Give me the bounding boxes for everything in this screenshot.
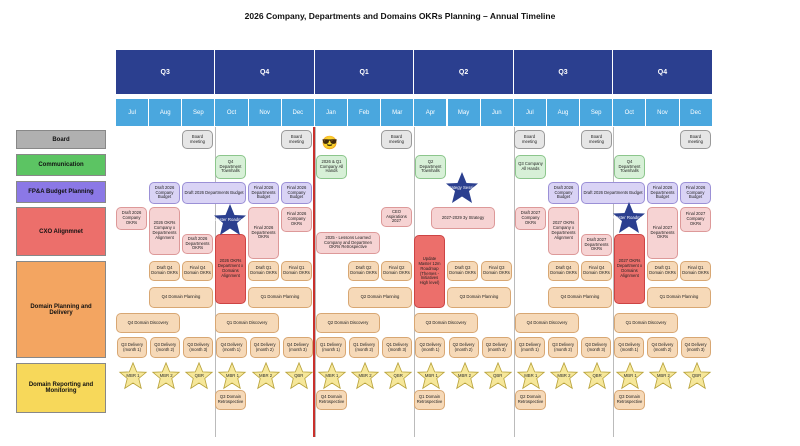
cxo-box: Draft 2026 Departments OKRs (182, 234, 213, 254)
review-star-label: QBR (194, 372, 204, 378)
delivery-box: Q3 Delivery (month 1) (117, 337, 147, 358)
review-star-label: QBR (592, 372, 602, 378)
domain-discovery-box: Q1 Domain Discovery (215, 313, 279, 333)
board-meeting: Board meeting (182, 130, 213, 149)
month-header: Aug (149, 99, 182, 126)
review-star-label: MBR 1 (325, 372, 339, 378)
review-star-icon (615, 362, 645, 390)
fpa-box: Final 2026 Company Budget (281, 182, 312, 204)
delivery-box: Q4 Delivery (month 3) (681, 337, 711, 358)
review-star-label: MBR 1 (524, 372, 538, 378)
domain-discovery-box: Q3 Domain Discovery (414, 313, 478, 333)
comm-townhall: Q2 Department Townhalls (415, 155, 446, 179)
planning-roadmap-box: Update Master 12m Roadmap (Themes - Initiatives High level) (414, 235, 445, 308)
domain-planning-box: Q4 Domain Planning (149, 287, 213, 308)
board-meeting: Board meeting (381, 130, 412, 149)
quarter-header: Q4 (215, 50, 314, 94)
review-star-icon (184, 362, 214, 390)
domain-planning-box: Q1 Domain Planning (647, 287, 711, 308)
review-star-label: MBR 1 (225, 372, 239, 378)
domain-planning-box: Q1 Domain Planning (248, 287, 312, 308)
month-header: Jul (116, 99, 149, 126)
month-header: Mar (381, 99, 414, 126)
retrospective-box: Q3 Domain Retrospective (215, 390, 246, 410)
lane-cxo: CXO Alignmnet (16, 207, 106, 256)
lane-fpa: FP&A Budget Planning (16, 181, 106, 203)
delivery-box: Q2 Delivery (month 1) (415, 337, 445, 358)
review-star-label: MBR 2 (358, 372, 372, 378)
cxo-box: 2027-2029 3y Strategy (431, 207, 495, 229)
review-star-label: MBR 1 (623, 372, 637, 378)
planning-box: Draft Q1 Domain OKRs (647, 261, 678, 281)
domain-discovery-box: Q1 Domain Discovery (614, 313, 678, 333)
cxo-box: Final 2026 Departments OKRs (248, 207, 279, 259)
planning-box: Final Q2 Domain OKRs (381, 261, 412, 281)
retrospective-box: Q4 Domain Retrospective (316, 390, 347, 410)
fpa-box: Draft 2026 Company Budget (548, 182, 579, 204)
cxo-box: 2026 OKRs Department x Domains Alignment (215, 234, 246, 304)
review-star-label: MBR 2 (656, 372, 670, 378)
lane-board: Board (16, 130, 106, 149)
delivery-box: Q4 Delivery (month 1) (614, 337, 644, 358)
planning-box: Draft Q1 Domain OKRs (248, 261, 279, 281)
master-roadmap-star-icon (212, 203, 248, 237)
review-star-icon (416, 362, 446, 390)
lane-domain-planning: Domain Planning and Delivery (16, 261, 106, 358)
lane-domain-reporting: Domain Reporting and Monitoring (16, 363, 106, 413)
delivery-box: Q2 Delivery (month 2) (449, 337, 479, 358)
domain-discovery-box: Q2 Domain Discovery (316, 313, 380, 333)
review-star-icon (549, 362, 579, 390)
quarter-header: Q4 (613, 50, 712, 94)
quarter-header: Q3 (116, 50, 215, 94)
review-star-label: QBR (294, 372, 304, 378)
delivery-box: Q3 Delivery (month 3) (581, 337, 611, 358)
planning-box: Final Q3 Domain OKRs (481, 261, 512, 281)
delivery-box: Q2 Delivery (month 3) (482, 337, 512, 358)
delivery-box: Q3 Delivery (month 1) (515, 337, 545, 358)
board-meeting: Board meeting (514, 130, 545, 149)
planning-box: Draft Q3 Domain OKRs (447, 261, 478, 281)
review-star-icon (682, 362, 712, 390)
review-star-icon (118, 362, 148, 390)
review-star-label: QBR (691, 372, 702, 378)
fpa-box: Final 2026 Departments Budget (647, 182, 678, 204)
domain-planning-box: Q4 Domain Planning (548, 287, 612, 308)
review-star-label: MBR 1 (424, 372, 438, 378)
cxo-box: 2025 - Lessons Learned Company and Departmen OKRs Retrospective (316, 232, 380, 254)
retrospective-box: Q1 Domain Retrospective (414, 390, 445, 410)
review-star-icon (317, 362, 347, 390)
review-star-icon (383, 362, 413, 390)
delivery-box: Q3 Delivery (month 3) (183, 337, 213, 358)
month-header: Dec (282, 99, 315, 126)
cxo-box: Final 2027 Company OKRs (680, 207, 711, 232)
review-star-icon (582, 362, 612, 390)
fpa-box: Draft 2026 Departments Budget (581, 182, 645, 204)
strategy-session-star-icon (444, 171, 480, 205)
month-header: Feb (348, 99, 381, 126)
review-star-label: MBR 2 (457, 372, 472, 378)
comm-townhall: Q4 Department Townhalls (614, 155, 645, 179)
planning-box: Draft Q4 Domain OKRs (149, 261, 180, 281)
retrospective-box: Q3 Domain Retrospective (614, 390, 645, 410)
review-star-icon (284, 362, 314, 390)
comm-all-hands: 2026 & Q1 Company All Hands (316, 155, 347, 179)
domain-discovery-box: Q4 Domain Discovery (116, 313, 180, 333)
cxo-box: Draft 2027 Departments OKRs (581, 234, 612, 256)
review-star-label: MBR 2 (159, 372, 173, 378)
planning-box: Final Q1 Domain OKRs (680, 261, 711, 281)
delivery-box: Q4 Delivery (month 2) (647, 337, 677, 358)
month-header: Sep (580, 99, 613, 126)
page-title: 2026 Company, Departments and Domains OKRs Planning – Annual Timeline (244, 11, 556, 21)
planning-box: Draft Q2 Domain OKRs (348, 261, 379, 281)
domain-planning-box: Q3 Domain Planning (447, 287, 511, 308)
retrospective-box: Q2 Domain Retrospective (515, 390, 546, 410)
planning-box: Final Q1 Domain OKRs (281, 261, 312, 281)
month-header: Oct (215, 99, 248, 126)
review-star-icon (483, 362, 513, 390)
lane-communication: Communication (16, 154, 106, 176)
delivery-box: Q4 Delivery (month 3) (283, 337, 313, 358)
cxo-box: 2027 OKRs Company x Departments Alignment (548, 207, 579, 255)
board-meeting: Board meeting (281, 130, 312, 149)
delivery-box: Q1 Delivery (month 3) (382, 337, 412, 358)
month-header: Apr (414, 99, 447, 126)
board-meeting: Board meeting (680, 130, 711, 149)
month-header: Dec (680, 99, 713, 126)
quarter-header: Q3 (514, 50, 613, 94)
review-star-label: QBR (393, 372, 403, 378)
cxo-box: Draft 2027 Company OKRs (515, 207, 546, 230)
cxo-box: 2027 OKRs Department x Domains Alignment (614, 234, 645, 304)
cxo-box: Final 2027 Departments OKRs (647, 207, 678, 259)
master-roadmap-star-icon (611, 201, 647, 235)
delivery-box: Q1 Delivery (month 1) (316, 337, 346, 358)
month-header: Sep (182, 99, 215, 126)
fpa-box: Draft 2026 Departments Budget (182, 182, 246, 204)
board-meeting: Board meeting (581, 130, 612, 149)
domain-planning-box: Q2 Domain Planning (348, 287, 412, 308)
cxo-box: 2026 OKRs Company x Departments Alignment (149, 207, 180, 255)
planning-box: Final Q4 Domain OKRs (581, 261, 612, 281)
delivery-box: Q4 Delivery (month 2) (250, 337, 280, 358)
planning-box: Draft Q4 Domain OKRs (548, 261, 579, 281)
star-label: Master Roadmap (612, 214, 646, 220)
fpa-box: Final 2026 Company Budget (680, 182, 711, 204)
review-star-icon (350, 362, 380, 390)
review-star-icon (251, 362, 281, 390)
delivery-box: Q4 Delivery (month 1) (216, 337, 246, 358)
review-star-label: QBR (492, 372, 503, 378)
cxo-box: CEO Aspirations 2027 (381, 207, 412, 227)
review-star-icon (648, 362, 678, 390)
delivery-box: Q3 Delivery (month 2) (150, 337, 180, 358)
quarter-header: Q1 (315, 50, 414, 94)
review-star-icon (151, 362, 181, 390)
month-header: Jun (481, 99, 514, 126)
star-label: Master Roadmap (213, 216, 247, 222)
month-header: Nov (249, 99, 282, 126)
cxo-box: Final 2026 Company OKRs (281, 207, 312, 232)
review-star-icon (516, 362, 546, 390)
comm-townhall: Q4 Department Townhalls (215, 155, 246, 179)
delivery-box: Q3 Delivery (month 2) (548, 337, 578, 358)
star-label: Strategy Session (445, 184, 479, 190)
quarter-header: Q2 (414, 50, 513, 94)
review-star-label: MBR 2 (557, 372, 571, 378)
comm-all-hands: Q3 Company All Hands (515, 155, 546, 179)
month-header: Nov (646, 99, 679, 126)
fpa-box: Final 2026 Departments Budget (248, 182, 279, 204)
review-star-icon (450, 362, 480, 390)
planning-box: Final Q4 Domain OKRs (182, 261, 213, 281)
fpa-box: Draft 2026 Company Budget (149, 182, 180, 204)
month-header: Aug (547, 99, 580, 126)
cxo-box: Draft 2026 Company OKRs (116, 207, 147, 230)
month-header: Jul (514, 99, 547, 126)
delivery-box: Q1 Delivery (month 2) (349, 337, 379, 358)
sunglasses-emoji-icon: 😎 (321, 135, 339, 151)
review-star-icon (217, 362, 247, 390)
review-star-label: MBR 2 (259, 372, 273, 378)
domain-discovery-box: Q4 Domain Discovery (515, 313, 579, 333)
today-line (313, 127, 315, 437)
month-header: Oct (613, 99, 646, 126)
month-header: Jan (315, 99, 348, 126)
review-star-label: MBR 1 (126, 372, 140, 378)
month-header: May (448, 99, 481, 126)
